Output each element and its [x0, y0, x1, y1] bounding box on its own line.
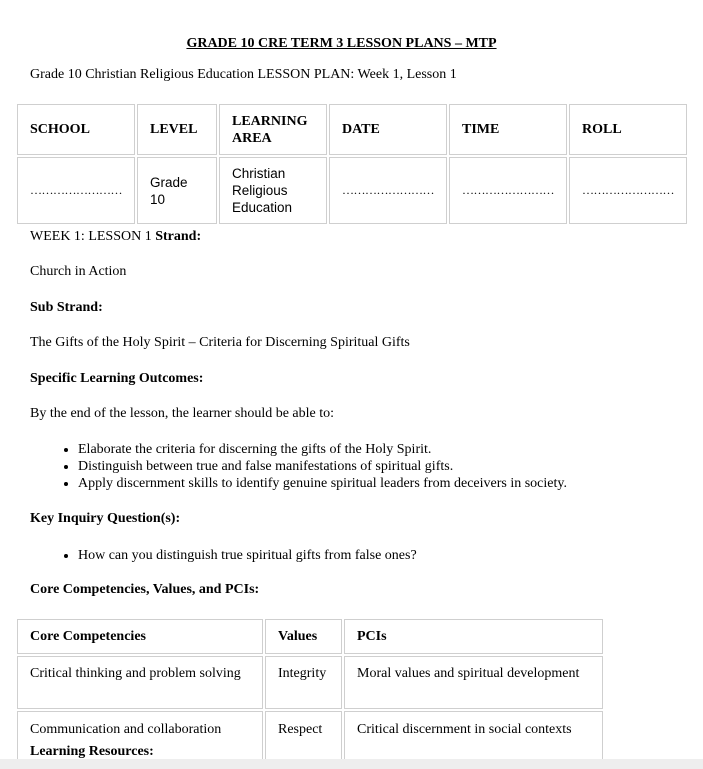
header-learning-area: LEARNING AREA	[219, 104, 327, 155]
header-roll: ROLL	[569, 104, 687, 155]
learning-resources-label: Learning Resources:	[30, 744, 154, 759]
inquiry-list	[30, 547, 417, 564]
info-header-row	[17, 104, 687, 155]
bottom-scroll-bar	[0, 759, 703, 769]
outcomes-list	[30, 441, 567, 492]
time-value: ……………………	[449, 157, 567, 224]
learning-area-value: Christian Religious Education	[219, 157, 327, 224]
list-item: • Apply discernment skills to identify genuine spiritual leaders from deceivers in society.	[78, 475, 567, 492]
competency-cell: Communication and collaboration	[17, 711, 263, 765]
week-label: WEEK 1: LESSON 1	[30, 229, 152, 244]
table-row	[17, 656, 603, 709]
level-value: Grade 10	[137, 157, 217, 224]
outcomes-label: Specific Learning Outcomes:	[30, 371, 204, 386]
strand-label: Strand:	[155, 229, 202, 244]
header-values: Values	[265, 619, 342, 654]
week-strand-line	[30, 229, 201, 245]
core-competencies-label: Core Competencies, Values, and PCIs:	[30, 582, 260, 597]
inquiry-label: Key Inquiry Question(s):	[30, 511, 181, 526]
value-cell: Respect	[265, 711, 342, 765]
lesson-info-table	[15, 102, 689, 226]
lesson-plan-subtitle: Grade 10 Christian Religious Education LESSON PLAN: Week 1, Lesson 1	[30, 67, 457, 82]
sub-strand-value: The Gifts of the Holy Spirit – Criteria for Discerning Spiritual Gifts	[30, 335, 410, 350]
pci-cell: Critical discernment in social contexts	[344, 711, 603, 765]
outcomes-intro: By the end of the lesson, the learner should be able to:	[30, 406, 335, 421]
document-title: GRADE 10 CRE TERM 3 LESSON PLANS – MTP	[186, 36, 497, 51]
competency-header-row	[17, 619, 603, 654]
pci-cell: Moral values and spiritual development	[344, 656, 603, 709]
competency-cell: Critical thinking and problem solving	[17, 656, 263, 709]
school-value: ……………………	[17, 157, 135, 224]
header-school: SCHOOL	[17, 104, 135, 155]
header-time: TIME	[449, 104, 567, 155]
strand-value: Church in Action	[30, 264, 127, 279]
list-item: • How can you distinguish true spiritual gifts from false ones?	[78, 547, 417, 564]
header-level: LEVEL	[137, 104, 217, 155]
header-core-competencies: Core Competencies	[17, 619, 263, 654]
info-data-row	[17, 157, 687, 224]
roll-value: ……………………	[569, 157, 687, 224]
header-pcis: PCIs	[344, 619, 603, 654]
list-item: • Elaborate the criteria for discerning the gifts of the Holy Spirit.	[78, 441, 567, 458]
list-item: • Distinguish between true and false manifestations of spiritual gifts.	[78, 458, 567, 475]
value-cell: Integrity	[265, 656, 342, 709]
sub-strand-label: Sub Strand:	[30, 300, 103, 315]
date-value: ……………………	[329, 157, 447, 224]
header-date: DATE	[329, 104, 447, 155]
